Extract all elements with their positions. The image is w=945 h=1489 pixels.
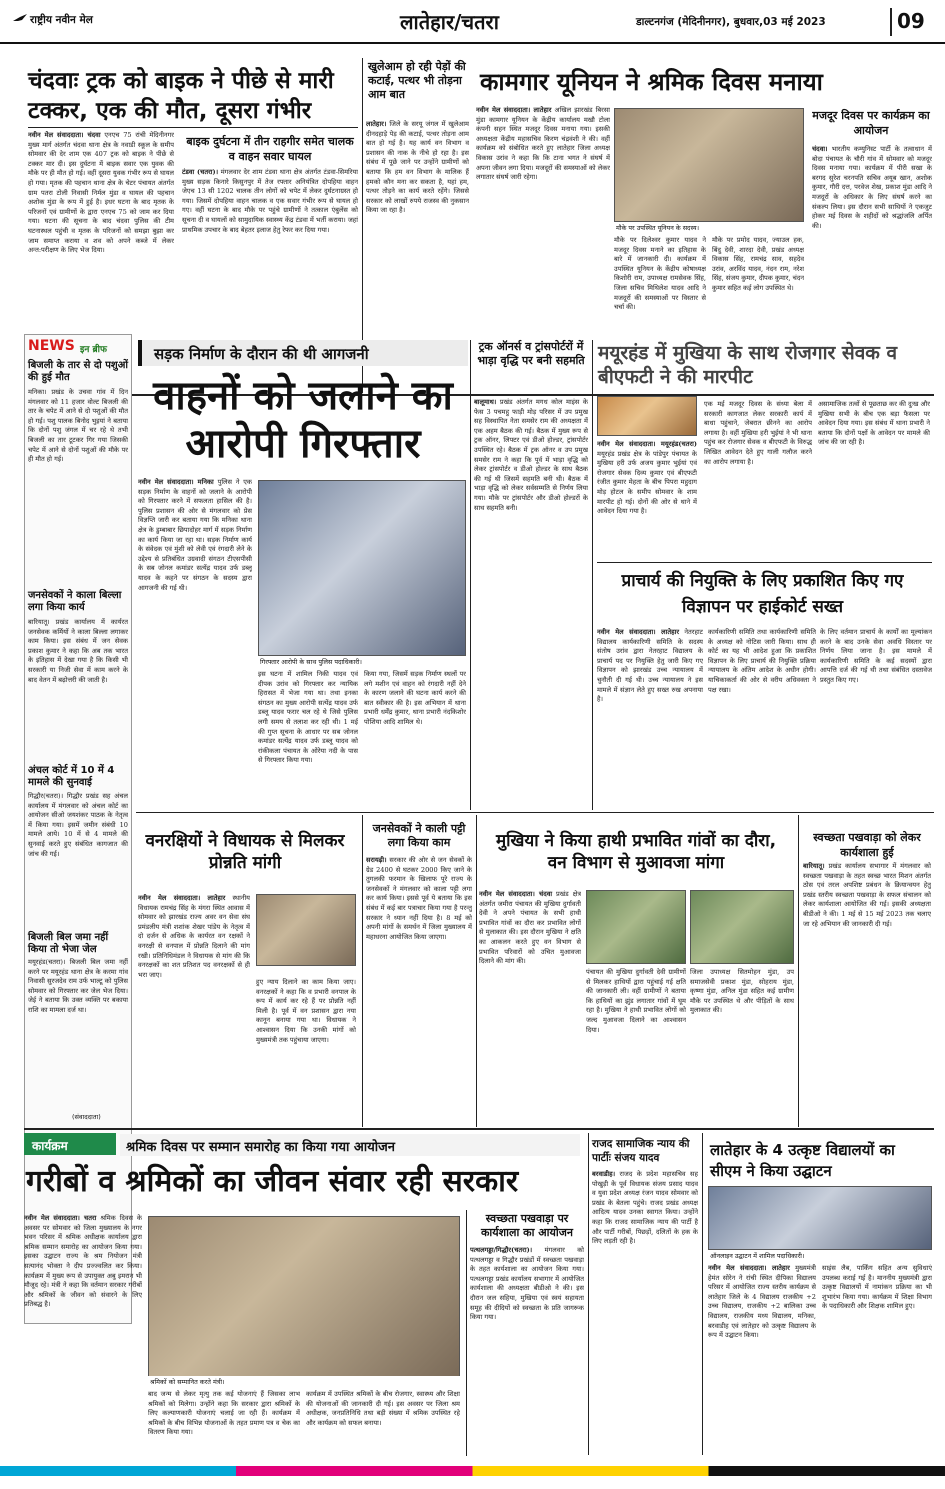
brief-black-badge-title: जनसेवकों ने काला बिल्ला लगा किया कार्य [28, 590, 122, 613]
news-tag: इन ब्रीफ [80, 345, 107, 355]
article-highcourt: नवीन मेल संवाददाता। लातेहार नेतरहाट विद्यालय कार्यकारिणी समिति के सदस्य संतोष उरांव द्वारा नेतरहाट विद्यालय के प्राचार्य पद पर नियुक्ति हेतु जारी किए गए विज्ञापन को झारखंड उच्च न्यायालय में चुनौती दी गई थी। उच्च न्यायालय ने इस मामले में संज्ञान लेते हुए सख्त रुख अपनाया है। [597, 628, 703, 704]
dateline: डाल्टनगंज (मेदिनीनगर), बुधवार,03 मई 2023 [636, 16, 826, 28]
brief-electric-wire-title: बिजली के तार से दो पशुओं की हुई मौत [28, 360, 128, 383]
article-highcourt-col2: कार्यकारिणी समिति तथा कार्यकारिणी समिति के अध्यक्ष को नोटिस जारी किया। साथ ही कोर्ट का यह भी आदेश हुआ कि प्रकाशित विज्ञापन के लिए प्राचार्य की नियुक्ति प्रक्रिया न्यायालय के अंतिम आदेश के अधीन होगी। याचिकाकर्ता की ओर से वरीय अधिवक्ता ने पक्ष रखा। [708, 628, 816, 694]
union-photo-caption: मौके पर उपस्थित यूनियन के सदस्य। [614, 222, 804, 233]
article-elephant-villages: नवीन मेल संवाददाता। चंदवा प्रखंड क्षेत्र अंतर्गत जमीरा पंचायत की मुखिया दुर्गावती देवी ने अपने पंचायत के सभी हाथी प्रभावित गांवों का दौरा कर प्रभावित लोगों से मुलाकात की। इस दौरान मुखिया ने क्षति का आकलन करते हुए वन विभाग से प्रभावित परिवारों को उचित मुआवजा दिलाने की मांग की। [479, 890, 581, 966]
brief-electricity-bill-title: बिजली बिल जमा नहीं किया तो भेजा जेल [28, 932, 109, 955]
headline-bike-accident: बाइक दुर्घटना में तीन राहगीर समेत चालक व वाहन सवार घायल [186, 135, 354, 163]
section-title: लातेहार/चतरा [400, 10, 499, 34]
article-vehicle-arson-col2: इस घटना में शामिल निकी यादव एवं दीपक उरांव को गिरफ्तार कर न्यायिक हिरासत में भेजा गया था। तथा इनका संगठन का मुख्य आरोपी सत्येंद्र यादव उर्फ डब्लू यादव फरार चल रहे थे जिसे पुलिस लगी समय से तलाश कर रही थी। 1 मई की गुप्त सूचना के आधार पर सब जोनल कमांडर सत्येंद्र यादव उर्फ डब्लू यादव को रांकीकला पंचायत के ओरेया नदी के पास से गिरफ्तार किया गया। [258, 670, 358, 765]
article-mayurhand-clash-col2: एक मई मजदूर दिवस के संध्या बेला में सरकारी कागजात लेकर सरकारी कार्य में बाधा पहुंचाने, जेबरात छीनने का आरोप लगाया है। वहीं मुखिया हरी भुईयां ने भी थाना पहुंच कर रोजगार सेवक व बीएफटी के विरुद्ध लिखित आवेदन देते हुए गाली गलौज करने का आरोप लगाया है। [704, 400, 812, 466]
page-number: 09 [897, 9, 925, 33]
article-poor-labourers: नवीन मेल संवाददाता। चतरा श्रमिक दिवस के अवसर पर सोमवार को जिला मुख्यालय के नगर भवन परिसर में श्रमिक अधीक्षक कार्यालय द्वारा श्रमिक सम्मान समारोह का आयोजन किया गया। इसका उद्घाटन राज्य के श्रम नियोजन मंत्री सत्यानंद भोक्ता ने दीप प्रज्ज्वलित कर किया। कार्यक्रम में मुख्य रूप से उपायुक्त अबु इमरान भी मौजूद रहे। मंत्री ने कहा कि वर्तमान सरकार गरीबों और श्रमिकों के जीवन को संवारने के लिए प्रतिबद्ध है। [24, 1214, 142, 1309]
registration-colour-bar [0, 1466, 945, 1476]
headline-rjd-social-justice: राजद सामाजिक न्याय की पार्टीः संजय यादव [592, 1138, 690, 1164]
arrest-photo [258, 480, 466, 656]
rule [24, 1128, 934, 1130]
school-inauguration-photo [708, 1186, 932, 1250]
forest-guards-photo [256, 894, 356, 966]
rule [136, 812, 934, 813]
article-truck-fare: बालूमाथ। प्रखंड अंतर्गत मगध कोल माइंस के फेस 3 पचमहु फाड़ी मोड़ परिसर में उप प्रमुख सह विस्थापित नेता समसेर राम की अध्यक्षता में एक अहम बैठक की गई। बैठक में मुख्य रूप से ट्रक ऑनर, लिफ्टर एवं डीओ होल्डर, ट्रांसपोर्टर उपस्थित रहे। बैठक में ट्रक ऑनर व उप प्रमुख समसेर राम ने कहा कि पूर्व में भाड़ा वृद्धि को लेकर ट्रांसपोर्टर व डीओ होल्डर के साथ बैठक की गई थी जिसमें सहमति बनी थी। बैठक में भाड़ा वृद्धि को लेकर सर्वसम्मति से निर्णय लिया गया। मौके पर ट्रांसपोर्टर और डीओ होल्डरों के साथ सहमति बनी। [474, 398, 588, 512]
headline-truck-fare: ट्रक ऑनर्स व ट्रांसपोर्टरों में भाड़ा वृद्धि पर बनी सहमति [477, 340, 585, 367]
article-tree-cutting: लातेहार। जिले के सरयू जंगल में खुलेआम दीनदहाड़े पेड़ की कटाई, पत्थर तोड़ना आम बात हो गई है। यह कार्य वन विभाग व प्रशासन की नाक के नीचे हो रहा है। इस संबंध में पूछे जाने पर उन्होंने ग्रामीणों को बताया कि हम वन विभाग के मालिक हैं हमको कौन मना कर सकता है, यहां हम, पत्थर तोड़ने का कार्य करते रहेंगे। जिससे सरकार को लाखों रुपये राजस्व की नुकसान किया जा रहा है। [366, 120, 469, 215]
headline-black-strip: जनसेवकों ने काली पट्टी लगा किया काम [372, 822, 466, 849]
article-poor-labourers-col2: बाद जन्म से लेकर मृत्यु तक कई योजनाएं हैं जिसका लाभ श्रमिकों को मिलेगा। उन्होंने कहा कि सरकार द्वारा श्रमिकों के लिए कल्याणकारी योजनाएं चलाई जा रही हैं। कार्यक्रम में श्रमिकों के बीच विभिन्न योजनाओं के तहत प्रमाण पत्र व चेक का वितरण किया गया। [148, 1390, 300, 1437]
brief-court-title: अंचल कोर्ट में 10 में 4 मामले की सुनवाई [28, 765, 115, 788]
bird-logo-icon [12, 12, 28, 28]
article-cleanliness-workshop: बारियातू। प्रखंड कार्यालय सभागार में मंगलवार को स्वच्छता पखवाड़ा के तहत स्वच्छ भारत मिशन अंतर्गत ठोस एवं तरल अपशिष्ट प्रबंधन के क्रियान्वयन हेतु प्रखंड स्तरीय स्वच्छता पखवाड़ा के सफल संचालन को लेकर कार्यशाला आयोजित की गई। इसकी अध्यक्षता बीडीओ ने की। 1 मई से 15 मई 2023 तक चलाए जा रहे अभियान की जानकारी दी गई। [803, 862, 931, 928]
arrest-photo-caption: गिरफ्तार आरोपी के साथ पुलिस पदाधिकारी। [258, 656, 466, 667]
rule [470, 340, 471, 810]
article-vehicle-arson-col3: किया गया, जिसमें सड़क निर्माण स्थलों पर लगे मशीन एवं वाहन को रंगदारी नहीं देने के कारण जलाने की घटना कार्य करने की बात स्वीकार की है। इस अभियान में थाना प्रभारी धर्मेंद्र कुमार, थाना प्रभारी नंदकिशोर पोशिया आदि शामिल थे। [364, 670, 466, 726]
article-black-strip: सरायढ़ी। सरकार की ओर से जन सेवकों के ग्रेड 2400 से घटकर 2000 किए जाने के तुगलकी फरमान के खिलाफ पूरे राज्य के जनसेवकों ने मंगलवार को काला पट्टी लगा कर कार्य किया। इससे पूर्व ये बताया कि इस संबंध में कई बार पत्राचार किया गया है परन्तु सरकार ने ध्यान नहीं दिया है। 8 मई को अपनी मांगों के समर्थन में जिला मुख्यालय में महाधरना आयोजित किया जाएगा। [366, 856, 472, 941]
article-model-schools: नवीन मेल संवाददाता। लातेहार मुख्यमंत्री हेमंत सोरेन ने रांची स्थित दीपिका विद्यालय परिसर में आयोजित राज्य स्तरीय कार्यक्रम से लातेहार जिले के 4 विद्यालय राजकीय +2 उच्च विद्यालय, राजकीय +2 बालिका उच्च विद्यालय, राजकीय मध्य विद्यालय, मनिका, बरवाडीह एवं लातेहार को उत्कृष्ट विद्यालय के रूप में उद्घाटन किया। [708, 1264, 816, 1340]
article-mayurhand-clash: नवीन मेल संवाददाता। मयूरहंड(चतरा) मयूरहंड प्रखंड क्षेत्र के पांडेपुर पंचायत के मुखिया हरी उर्फ अजय कुमार भुईयां एवं रोजगार सेवक दिव्य कुमार एवं बीएफटी रंजीत कुमार मेहता के बीच पिपरा महुदाग मोड़ होटल के समीप सोमवार के शाम मारपीट हो गई। दोनों की ओर से थाने में आवेदन दिया गया है। [597, 440, 697, 516]
headline-elephant-villages: मुखिया ने किया हाथी प्रभावित गांवों का दौरा, वन विभाग से मुआवजा मांगा [495, 831, 777, 873]
headline-forest-guards: वनरक्षियों ने विधायक से मिलकर प्रोन्नति मांगी [145, 831, 345, 873]
article-poor-labourers-col3: कार्यक्रम में उपस्थित श्रमिकों के बीच रोजगार, स्वास्थ्य और शिक्षा की योजनाओं की जानकारी दी गई। इस अवसर पर जिला श्रम अधीक्षक, जनप्रतिनिधि तथा बड़ी संख्या में श्रमिक उपस्थित रहे और कार्यक्रम को सफल बनाया। [306, 1390, 460, 1427]
clash-photo [597, 396, 697, 436]
school-inauguration-caption: ऑनलाइन उद्घाटन में शामिल पदाधिकारी। [708, 1250, 932, 1261]
rule [702, 1133, 703, 1455]
headline-mayurhand-clash: मयूरहंड में मुखिया के साथ रोजगार सेवक व बीएफटी ने की मारपीट [598, 342, 898, 388]
elephant-village-photo-2 [690, 890, 794, 964]
article-elephant-villages-col3: जिला उपाध्यक्ष सितमोहन मुंडा, उप समाजसेवी प्रकाश मुंडा, सोहराय मुंडा, कृष्णा मुंडा, अनिल मुंडा सहित कई ग्रामीण मौके पर उपस्थित थे और पीड़ितों के साथ मुलाकात की। [690, 968, 794, 1015]
brief-electricity-bill: मयूरहंड(चतरा)। बिजली बिल जमा नहीं करने पर मयूरहंड थाना क्षेत्र के करमा गांव निवासी सुरजदेव राम उर्फ भाल्टू को पुलिस सोमवार को गिरफ्तार कर जेल भेज दिया। जेई ने बताया कि उक्त व्यक्ति पर बकाया राशि का मामला दर्ज था। [28, 958, 128, 1014]
article-rjd-social-justice: बरवाडीह। राजद के प्रदेश महासचिव सह पोखुड़ी के पूर्व विधायक संजय प्रसाद यादव व युवा प्रदेश अध्यक्ष रंजन यादव सोमवार को प्रखंड के बेतला पहुंचे। राजद प्रखंड अध्यक्ष आदित्य यादव उनका स्वागत किया। उन्होंने कहा कि राजद सामाजिक न्याय की पार्टी है और पार्टी गरीबों, पिछड़ों, दलितों के हक के लिए लड़ती रही है। [592, 1170, 698, 1246]
rule [476, 815, 477, 1127]
brief-electric-wire: मनिका। प्रखंड के उचवा गांव में दिन मंगलवार को 11 हजार वोल्ट बिजली की तार के चपेट में आने से दो पशुओं की मौत हो गई। पशु पालक बिनोद भुइयां ने बताया कि दोनों पशु जंगल में चर रहे थे तभी बिजली का तार टूटकर गिर गया जिसकी चपेट में आने से दोनों पशुओं की मौके पर ही मौत हो गई। [28, 388, 128, 464]
headline-tree-cutting: खुलेआम हो रही पेड़ों की कटाई, पत्थर भी तोड़ना आम बात [368, 60, 466, 101]
article-forest-guards-col2: हुए न्याय दिलाने का काम किया जाए। वनरक्षकों ने कहा कि व प्रभारी वनपाल के रूप में कार्य कर रहे हैं पर प्रोन्नति नहीं मिली है। पूर्व में वन प्रशासन द्वारा नया कानून बनाया गया था। विधायक ने आश्वासन दिया कि उनकी मांगों को मुख्यमंत्री तक पहुंचाया जाएगा। [256, 978, 356, 1044]
labour-honour-photo [148, 1216, 460, 1378]
brief-black-badge: बारियातू। प्रखंड कार्यालय में कार्यरत जनसेवक कर्मियों ने काला बिल्ला लगाकर काम किया। इस संबंध में जन सेवक प्रकाश कुमार ने कहा कि अब तक भारत के इतिहास में देखा गया है कि किसी भी सरकारी या निजी सेवा में काम करने के बाद वेतन में बढ़ोत्तरी की जाती है। [28, 618, 128, 684]
elephant-village-photo-1 [586, 890, 686, 964]
article-may-day: चंदवा। भारतीय कम्युनिस्ट पार्टी के तत्वाधान में बोदा पंचायत के चौरी गांव में सोमवार को मजदूर दिवस मनाया गया। कार्यक्रम में पीरी सखा के बरगद सुरेश चरनपति सचिव अयूब खान, अशोक कुमार, गौरी दत्त, परवेज शेख, प्रकाश मुंडा आदि ने मजदूरों के अधिकार के लिए संघर्ष करने का संकल्प लिया। इस दौरान सभी साथियों ने एकजुट होकर मई दिवस के शहीदों को श्रद्धांजलि अर्पित की। [812, 145, 932, 230]
article-mayurhand-clash-col3: असामाजिक तत्वों से पूछताछ कर की दुःख और मुखिया सभी के बीच एक बड़ा फैसला पर आवेदन दिया गया। इस संबंध में थाना प्रभारी ने बताया कि दोनों पक्षों के आवेदन पर मामले की जांच की जा रही है। [818, 400, 930, 447]
headline-cleanliness-fortnight: स्वच्छता पखवाड़ा पर कार्यशाला का आयोजन [480, 1212, 573, 1239]
article-cleanliness-fortnight: पत्थलगड्डा/गिद्धौर(चतरा)। मंगलवार को पत्थलगड्डा व गिद्धौर प्रखंडों में स्वच्छता पखवाड़ा के तहत कार्यशाला का आयोजन किया गया। पत्थलगड्डा प्रखंड कार्यालय सभागार में आयोजित कार्यशाला की अध्यक्षता बीडीओ ने की। इस दौरान जल सहिया, मुखिया एवं स्वयं सहायता समूह की दीदियों को स्वच्छता के प्रति जागरूक किया गया। [470, 1246, 584, 1322]
headline-highcourt: प्राचार्य की नियुक्ति के लिए प्रकाशित किए गए विज्ञापन पर हाईकोर्ट सख्त [621, 571, 904, 617]
article-forest-guards: नवीन मेल संवाददाता। लातेहार स्थानीय विधायक रामचंद्र सिंह के मंगरा स्थित आवास में सोमवार को झारखंड राज्य अवर वन सेवा संघ प्रमंडलीय मंत्री शशांक शेखर पांडेय के नेतृत्व में दो दर्जन से अधिक के कार्यरत वन रक्षकों ने वनरक्षी से वनपाल में प्रोन्नति दिलाने की मांग रखी। प्रतिनिधिमंडल ने विधायक से मांग की कि वनरक्षकों का शत प्रतिशत पद वनरक्षकों से ही भरा जाए। [138, 894, 250, 979]
masthead-name: राष्ट्रीय नवीन मेल [30, 14, 93, 26]
article-labour-union: नवीन मेल संवाददाता। लातेहार अखिल झारखंड बिरसा मुंडा कामगार यूनियन के केंद्रीय कार्यालय मखौ टोला कंपनी सहन स्थित मजदूर दिवस मनाया गया। इसकी अध्यक्षता केंद्रीय महासचिव किरण चंद्रवंशी ने की। वहीं कार्यक्रम को संबोधित करते हुए लातेहार जिला अध्यक्ष विकास उरांव ने कहा कि कि टाना भगत ने संघर्ष में अपना जीवन लगा दिया। मजदूरों की समस्याओं को लेकर लगातार संघर्ष जारी रहेगा। [476, 106, 610, 182]
news-label: NEWS [28, 338, 75, 354]
headline-may-day: मजदूर दिवस पर कार्यक्रम का आयोजन [812, 109, 930, 137]
rule [592, 340, 593, 810]
rule [362, 815, 363, 1127]
page-divider [890, 8, 892, 36]
headline-vehicle-arson: वाहनों को जलाने का आरोपी गिरफ्तार [153, 373, 453, 467]
article-highcourt-col3: के लिए वर्तमान प्राचार्य के कार्यों का मूल्यांकन करने के बाद उनके सेवा अवधि विस्तार पर निर्णय लिया जाना है। इस मामले में कार्यकारिणी समिति के कई सदस्यों द्वारा आपत्ति दर्ज की गई थी तथा संबंधित दस्तावेज प्रस्तुत किए गए। [820, 628, 932, 684]
labour-honour-photo-caption: श्रमिकों को सम्मानित करते मंत्री। [148, 1376, 460, 1387]
article-model-schools-col2: साइंस लैब, पार्किंग सहित अन्य सुविधाएं उपलब्ध कराई गई है। माननीय मुख्यमंत्री द्वारा उत्कृष्ट विद्यालयों में नामांकन प्रक्रिया का भी शुभारंभ किया गया। कार्यक्रम में शिक्षा विभाग के पदाधिकारी और शिक्षक शामिल हुए। [822, 1264, 932, 1311]
article-labour-union-col3: मौके पर प्रमोद यादव, ज्याउल हक, बिंदु देवी, शारदा देवी, प्रखंड अध्यक्ष विकास सिंह, रामचंद्र साव, सहदेव उरांव, अरविंद यादव, नंदन राम, नरेश सिंह, संजय कुमार, दीपक कुमार, चंदन कुमार सहित कई लोग उपस्थित थे। [712, 236, 804, 292]
headline-truck-accident: चंदवाः ट्रक को बाइक ने पीछे से मारी टक्कर, एक की मौत, दूसरा गंभीर [28, 68, 334, 124]
article-vehicle-arson: नवीन मेल संवाददाता। मनिका पुलिस ने एक सड़क निर्माण के वाहनों को जलाने के आरोपी को गिरफ्तार करने में सफलता हासिल की है। पुलिस प्रशासन की ओर से मंगलवार को प्रेस विज्ञप्ति जारी कर बताया गया कि मनिका थाना क्षेत्र के डुम्बाबार छिपादोहर मार्ग में सड़क निर्माण का कार्य किया जा रहा था। सड़क निर्माण कार्य के संवेदक एवं मुंशी को लेवी एवं रंगदारी लेने के उद्देश्य से प्रतिबंधित उग्रवादी संगठन टीएसपीसी के सब जोनल कमांडर सत्येंद्र यादव उर्फ डब्लू यादव के कहने पर संगठन के सदस्य द्वारा आगजनी की गई थी। [138, 478, 252, 592]
rule [597, 562, 932, 563]
headline-cleanliness-workshop: स्वच्छता पखवाड़ा को लेकर कार्यशाला हुई [813, 831, 921, 859]
rule [28, 127, 358, 128]
programme-label: कार्यक्रम [24, 1133, 116, 1155]
rule [798, 815, 799, 1127]
headline-model-schools: लातेहार के 4 उत्कृष्ट विद्यालयों का सीएम ने किया उद्घाटन [710, 1141, 895, 1180]
kicker-labour-honour: श्रमिक दिवस पर सम्मान समारोह का किया गया आयोजन [120, 1134, 580, 1156]
article-elephant-villages-col2: पंचायत की मुखिया दुर्गावती देवी ग्रामीणों से मिलकर हाथियों द्वारा पहुंचाई गई क्षति की जानकारी ली। वहीं ग्रामीणों ने बताया कि हाथियों का झुंड लगातार गांवों में घूम रहा है। मुखिया ने हाथी प्रभावित लोगों को जल्द मुआवजा दिलाने का आश्वासन दिया। [586, 968, 686, 1034]
article-labour-union-col2: मौके पर दिलेश्वर कुमार यादव ने मजदूर दिवस मनाने का इतिहास के बारे में जानकारी दी। कार्यक्रम में उपस्थित यूनियन के केंद्रीय कोषाध्यक्ष किशोरी राम, उपाध्यक्ष रामसेवक सिंह, जिला सचिव मिथिलेश यादव आदि ने मजदूरों की समस्याओं पर विस्तार से चर्चा की। [614, 236, 706, 312]
masthead-bar [0, 0, 945, 44]
rule [588, 1133, 589, 1455]
headline-labour-union: कामगार यूनियन ने श्रमिक दिवस मनाया [480, 68, 823, 96]
headline-poor-labourers: गरीबों व श्रमिकों का जीवन संवार रही सरकार [26, 1164, 519, 1199]
article-bike-accident: टंडवा (चतरा)। मंगलवार देर शाम टंडवा थाना क्षेत्र अंतर्गत टंडवा-सिमरिया मुख्य सड़क किनारे किसुनपुर में तेज रफ्तार अनियंत्रित दोपहिया वाहन जेएच 13 सी 1202 चालक तीन लोगों को चपेट में लेकर दुर्घटनाग्रस्त हो गया। जिसमें दोपहिया वाहन चालक व एक सवार गंभीर रूप से घायल हो गए। वहीं घटना के बाद मौके पर पहुंचे ग्रामीणों ने तत्काल एंबुलेंस को सूचना दी व घायलों को सामुदायिक स्वास्थ्य केंद्र टंडवा में भर्ती कराया। जहां प्राथमिक उपचार के बाद बेहतर इलाज हेतु रेफर कर दिया गया। [182, 168, 358, 234]
brief-sign: (संवाददाता) [72, 1113, 101, 1121]
union-photo [614, 108, 804, 222]
brief-court: गिद्धौर(चतरा)। गिद्धौर प्रखंड सह अंचल कार्यालय में मंगलवार को अंचल कोर्ट का आयोजन सीओ जयशंकर पाठक के नेतृत्व में किया गया। इसमें जमीन संबंधी 10 मामले आये। 10 में से 4 मामले की सुनवाई करते हुए संबंधित कागजात की जांच की गई। [28, 792, 128, 858]
article-truck-accident: नवीन मेल संवाददाता। चंदवा एनएच 75 रांची मेदिनीनगर मुख्य मार्ग अंतर्गत चंदवा थाना क्षेत्र के नवाडी स्कूल के समीप सोमवार की देर शाम एक 407 ट्रक को बाइक ने पीछे से टक्कर मार दी। इस दुर्घटना में बाइक सवार एक युवक की मौके पर ही मौत हो गई। वहीं दूसरा युवक गंभीर रूप से घायल हो गया। मृतक की पहचान थाना क्षेत्र के चेटर पंचायत अंतर्गत ग्राम पतरा टोली निवासी निर्मल मुंडा व घायल की पहचान अशोक मुंडा के रूप में हुई है। इधर घटना के बाद मृतक के परिजनों एवं ग्रामीणों के द्वारा एनएच 75 को जाम कर दिया गया। घटना की सूचना के बाद चंदवा पुलिस की टीम घटनास्थल पहुंची व मृतक के परिजनों को समझा बुझा कर जाम समाप्त कराया व शव को अपने कब्जे में लेकर अन्त:परीक्षण के लिए भेज दिया। [28, 131, 174, 255]
kicker-road-arson: सड़क निर्माण के दौरान की थी आगजनी [138, 340, 468, 366]
rule [466, 1210, 467, 1456]
